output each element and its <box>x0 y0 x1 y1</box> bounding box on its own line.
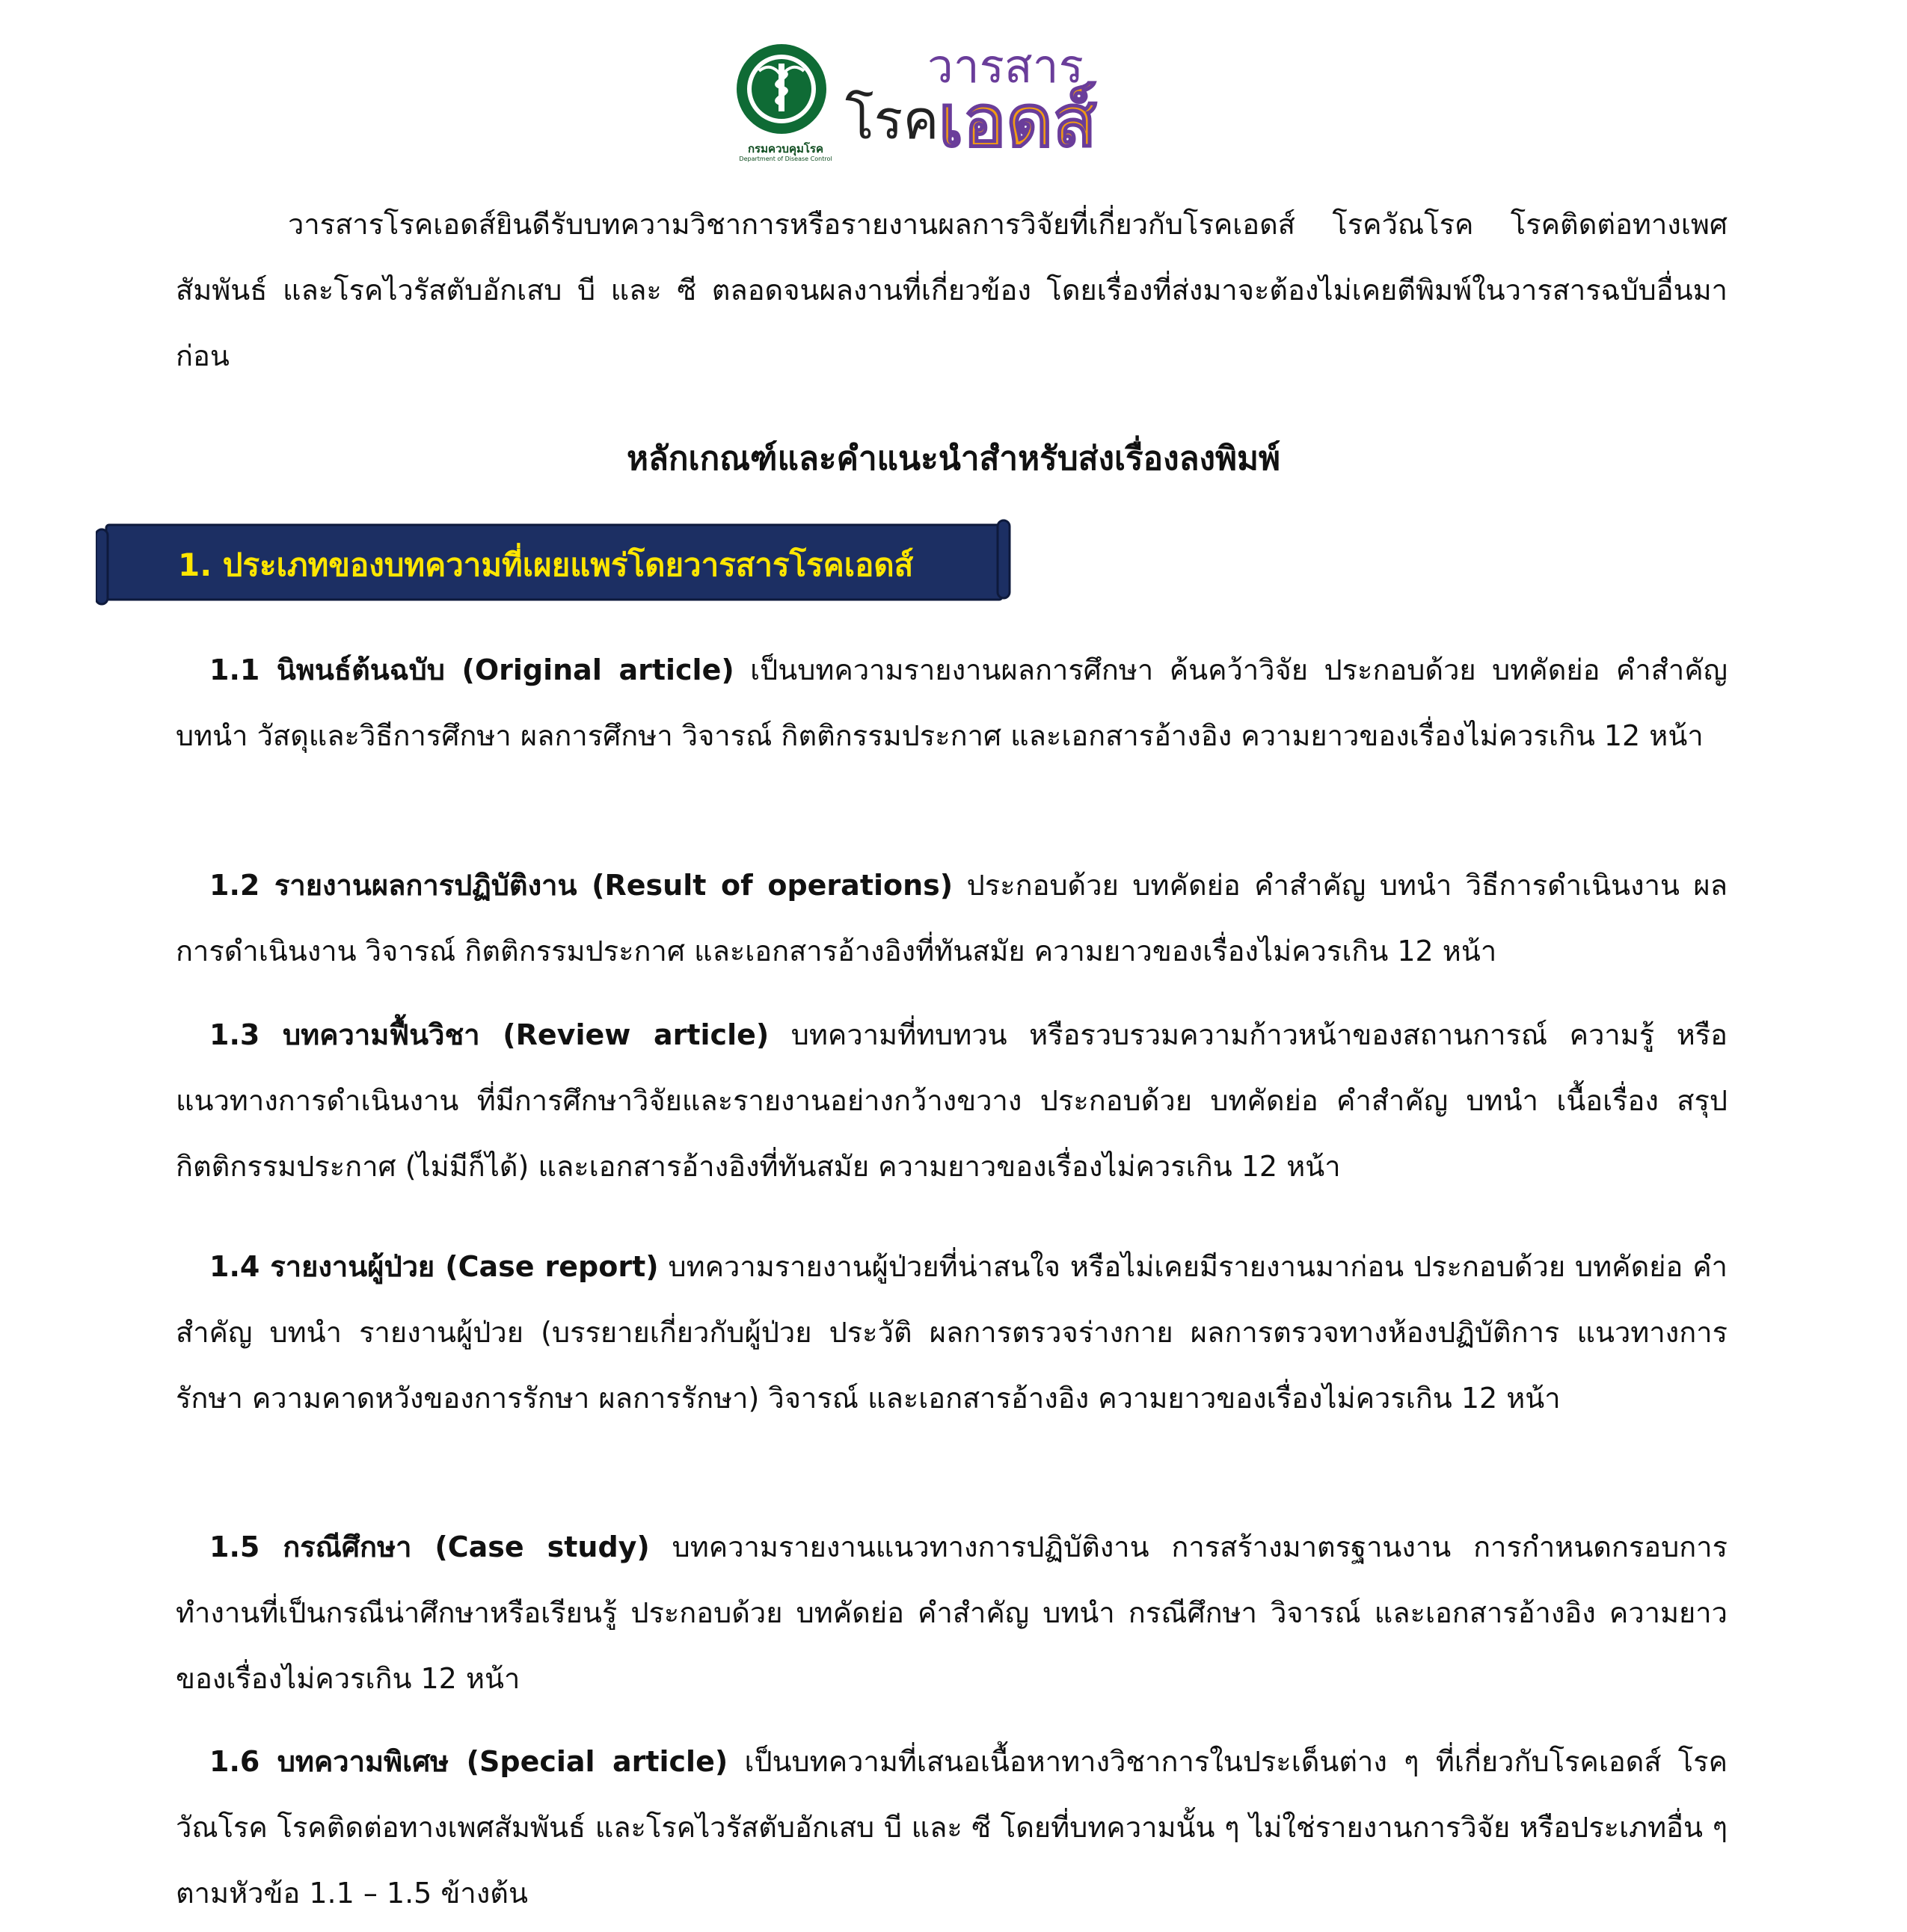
article-type-text: ประกอบด้วย บทคัดย่อ คำสำคัญ บทนำ วิธีการดำเนินงาน ผลการดำเนินงาน วิจารณ์ กิตติกรรมประกาศ และเอกสารอ้างอิงที่ทันสมัย ความยาวของเรื่องไม่ควรเกิน 12 หน้า <box>176 869 1728 967</box>
article-type-text: บทความที่ทบทวน หรือรวบรวมความก้าวหน้าของสถานการณ์ ความรู้ หรือแนวทางการดำเนินงาน ที่มีการศึกษาวิจัยและรายงานอย่างกว้างขวาง ประกอบด้วย บทคัดย่อ คำสำคัญ บทนำ เนื้อเรื่อง สรุป กิตติกรรมประกาศ (ไม่มีก็ได้) และเอกสารอ้างอิงที่ทันสมัย ความยาวของเรื่องไม่ควรเกิน 12 หน้า <box>176 1018 1728 1183</box>
journal-title-line2-a: โรค <box>845 90 939 150</box>
article-type-lead: 1.4 รายงานผู้ป่วย (Case report) <box>209 1250 659 1283</box>
seal-caption-en: Department of Disease Control <box>739 156 832 162</box>
article-type-item <box>176 1729 1728 1926</box>
article-type-text: บทความรายงานแนวทางการปฏิบัติงาน การสร้างมาตรฐานงาน การกำหนดกรอบการทำงานที่เป็นกรณีน่าศึกษาหรือเรียนรู้ ประกอบด้วย บทคัดย่อ คำสำคัญ บทนำ กรณีศึกษา วิจารณ์ และเอกสารอ้างอิง ความยาวของเรื่องไม่ควรเกิน 12 หน้า <box>176 1530 1728 1695</box>
journal-title-line1: วารสาร <box>927 41 1084 93</box>
page-title: หลักเกณฑ์และคำแนะนำสำหรับส่งเรื่องลงพิมพ์ <box>626 440 1281 478</box>
section-heading: 1. ประเภทของบทความที่เผยแพร่โดยวารสารโรคเอดส์ <box>178 547 914 583</box>
article-type-lead: 1.6 บทความพิเศษ (Special article) <box>209 1745 728 1778</box>
seal-caption-th: กรมควบคุมโรค <box>747 142 824 156</box>
article-type-text: เป็นบทความรายงานผลการศึกษา ค้นคว้าวิจัย ประกอบด้วย บทคัดย่อ คำสำคัญ บทนำ วัสดุและวิธีการศึกษา ผลการศึกษา วิจารณ์ กิตติกรรมประกาศ และเอกสารอ้างอิง ความยาวของเรื่องไม่ควรเกิน 12 หน้า <box>176 653 1728 752</box>
article-type-item <box>176 637 1728 769</box>
article-type-text: บทความรายงานผู้ป่วยที่น่าสนใจ หรือไม่เคยมีรายงานมาก่อน ประกอบด้วย บทคัดย่อ คำสำคัญ บทนำ รายงานผู้ป่วย (บรรยายเกี่ยวกับผู้ป่วย ประวัติ ผลการตรวจร่างกาย ผลการตรวจทางห้องปฏิบัติการ แนวทางการรักษา ความคาดหวังของการรักษา ผลการรักษา) วิจารณ์ และเอกสารอ้างอิง ความยาวของเรื่องไม่ควรเกิน 12 หน้า <box>176 1250 1728 1415</box>
journal-logo <box>729 34 1178 164</box>
article-type-lead: 1.1 นิพนธ์ต้นฉบับ (Original article) <box>209 653 734 686</box>
journal-title-line2-b: เอดส์ <box>939 81 1097 161</box>
article-type-item <box>176 1514 1728 1711</box>
article-type-lead: 1.2 รายงานผลการปฏิบัติงาน (Result of operations) <box>209 869 954 902</box>
ministry-seal-icon <box>729 41 834 164</box>
article-type-lead: 1.5 กรณีศึกษา (Case study) <box>209 1530 650 1563</box>
article-type-item <box>176 852 1728 984</box>
intro-paragraph: วารสารโรคเอดส์ยินดีรับบทความวิชาการหรือรายงานผลการวิจัยที่เกี่ยวกับโรคเอดส์ โรควัณโรค โรคติดต่อทางเพศสัมพันธ์ และโรคไวรัสตับอักเสบ บี และ ซี ตลอดจนผลงานที่เกี่ยวข้อง โดยเรื่องที่ส่งมาจะต้องไม่เคยตีพิมพ์ในวารสารฉบับอื่นมาก่อน <box>176 208 1728 372</box>
article-type-item <box>176 1002 1728 1199</box>
article-type-lead: 1.3 บทความฟื้นวิชา (Review article) <box>209 1018 770 1051</box>
journal-wordmark <box>845 34 1178 164</box>
section-banner <box>96 516 1019 613</box>
article-type-item <box>176 1234 1728 1431</box>
article-type-text: เป็นบทความที่เสนอเนื้อหาทางวิชาการในประเด็นต่าง ๆ ที่เกี่ยวกับโรคเอดส์ โรควัณโรค โรคติดต่อทางเพศสัมพันธ์ และโรคไวรัสตับอักเสบ บี และ ซี โดยที่บทความนั้น ๆ ไม่ใช่รายงานการวิจัย หรือประเภทอื่น ๆ ตามหัวข้อ 1.1 – 1.5 ข้างต้น <box>176 1745 1728 1910</box>
